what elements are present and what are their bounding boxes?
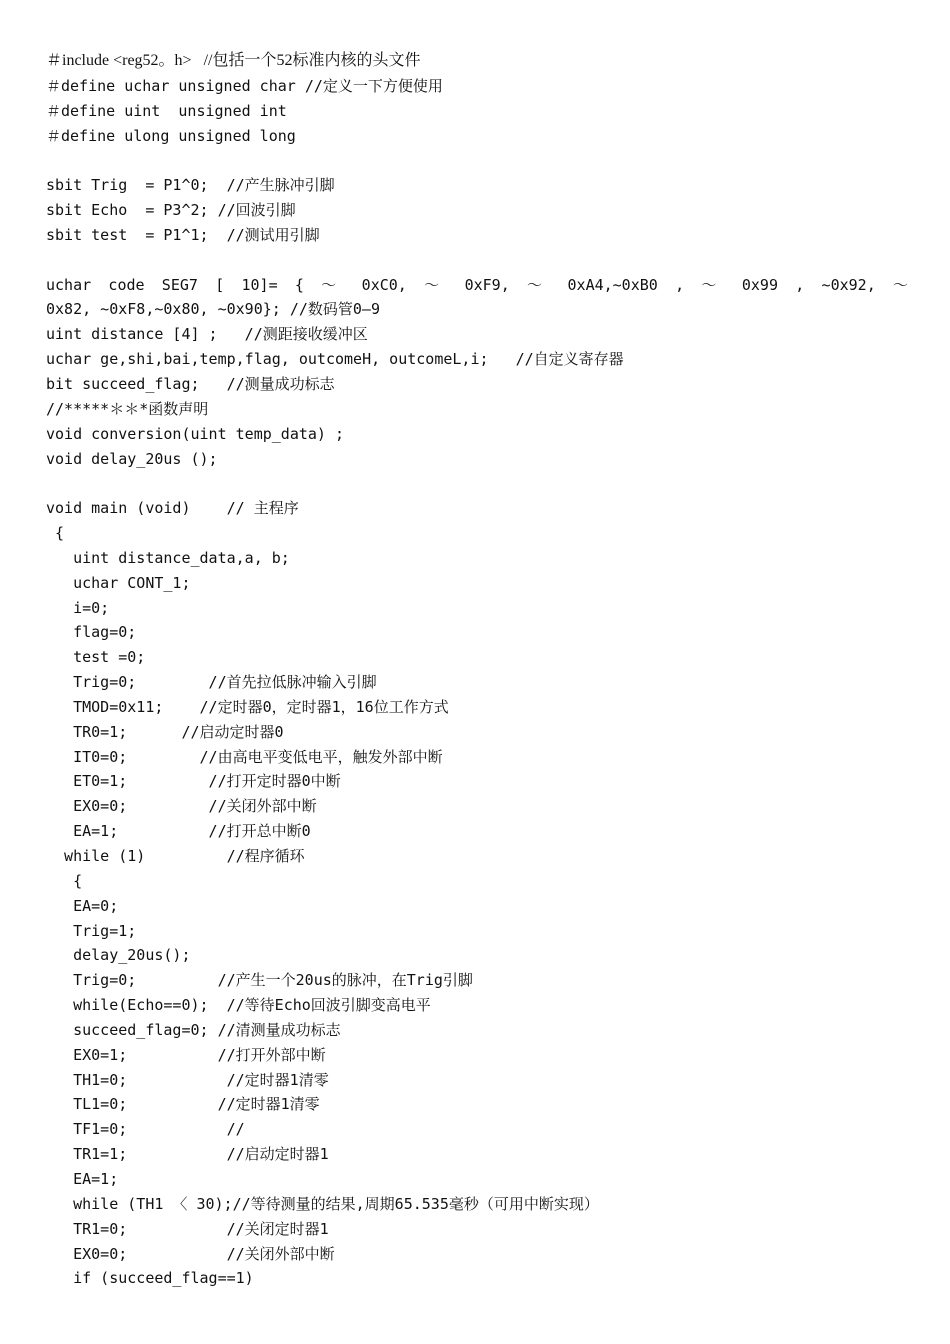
code-line: i=0; <box>46 598 110 617</box>
code-line: uchar CONT_1; <box>46 573 191 592</box>
code-line: sbit test = P1^1; //测试用引脚 <box>46 225 320 244</box>
code-line: uint distance [4] ; //测距接收缓冲区 <box>46 325 368 344</box>
code-line: bit succeed_flag; //测量成功标志 <box>46 374 335 393</box>
code-line: void conversion(uint temp_data) ; <box>46 424 345 443</box>
code-line: ＃define uchar unsigned char //定义一下方便使用 <box>46 76 443 95</box>
code-line: while(Echo==0); //等待Echo回波引脚变高电平 <box>46 996 431 1015</box>
code-line: { <box>46 524 65 543</box>
code-line: TR1=0; //关闭定时器1 <box>46 1219 329 1238</box>
code-line: IT0=0; //由高电平变低电平，触发外部中断 <box>46 747 443 766</box>
code-line: TMOD=0x11; //定时器0，定时器1，16位工作方式 <box>46 697 449 716</box>
code-line: EX0=1; //打开外部中断 <box>46 1045 326 1064</box>
code-line: 0x82, ~0xF8,~0x80, ~0x90}; //数码管0—9 <box>46 300 380 319</box>
code-line: //*****＊＊*函数声明 <box>46 399 209 418</box>
code-line: Trig=0; //产生一个20us的脉冲，在Trig引脚 <box>46 971 473 990</box>
code-line: TR0=1; //启动定时器0 <box>46 722 284 741</box>
code-line: void delay_20us (); <box>46 449 218 468</box>
code-line: ＃define uint unsigned int <box>46 101 287 120</box>
blank-line <box>46 248 926 273</box>
code-line: void main (void) // 主程序 <box>46 499 299 518</box>
code-line: while (TH1 〈 30);//等待测量的结果,周期65.535毫秒（可用中断实现） <box>46 1194 599 1213</box>
code-line: uint distance_data,a, b; <box>46 548 290 567</box>
code-line: EA=0; <box>46 896 119 915</box>
code-line: EX0=0; //关闭外部中断 <box>46 797 317 816</box>
code-line: ＃define ulong unsigned long <box>46 126 296 145</box>
code-line: succeed_flag=0; //清测量成功标志 <box>46 1020 341 1039</box>
code-line: EA=1; <box>46 1169 119 1188</box>
blank-line <box>46 148 926 173</box>
code-line: ET0=1; //打开定时器0中断 <box>46 772 341 791</box>
code-line: TF1=0; // <box>46 1120 245 1139</box>
code-line: ＃include <reg52。h> //包括一个52标准内核的头文件 <box>46 52 421 69</box>
code-line: if (succeed_flag==1) <box>46 1269 254 1288</box>
code-line: test =0; <box>46 648 146 667</box>
code-line: uchar ge,shi,bai,temp,flag, outcomeH, outcomeL,i; //自定义寄存器 <box>46 350 624 369</box>
code-line: TL1=0; //定时器1清零 <box>46 1095 320 1114</box>
code-line: TH1=0; //定时器1清零 <box>46 1070 329 1089</box>
code-listing <box>46 49 926 1291</box>
code-line: delay_20us(); <box>46 946 191 965</box>
code-line: sbit Trig = P1^0; //产生脉冲引脚 <box>46 176 335 195</box>
code-line: sbit Echo = P3^2; //回波引脚 <box>46 201 296 220</box>
code-line: Trig=1; <box>46 921 137 940</box>
code-line: EA=1; //打开总中断0 <box>46 822 311 841</box>
code-line: while (1) //程序循环 <box>46 847 305 865</box>
code-line: Trig=0; //首先拉低脉冲输入引脚 <box>46 673 377 692</box>
code-line: EX0=0; //关闭外部中断 <box>46 1244 335 1263</box>
code-line: uchar code SEG7 [ 10]= { ～ 0xC0, ～ 0xF9, ～ 0xA4,~0xB0 , ～ 0x99 , ~0x92, ～ <box>46 275 908 294</box>
code-line: TR1=1; //启动定时器1 <box>46 1145 329 1164</box>
code-line: { <box>46 871 83 890</box>
code-line: flag=0; <box>46 623 137 642</box>
blank-line <box>46 471 926 496</box>
